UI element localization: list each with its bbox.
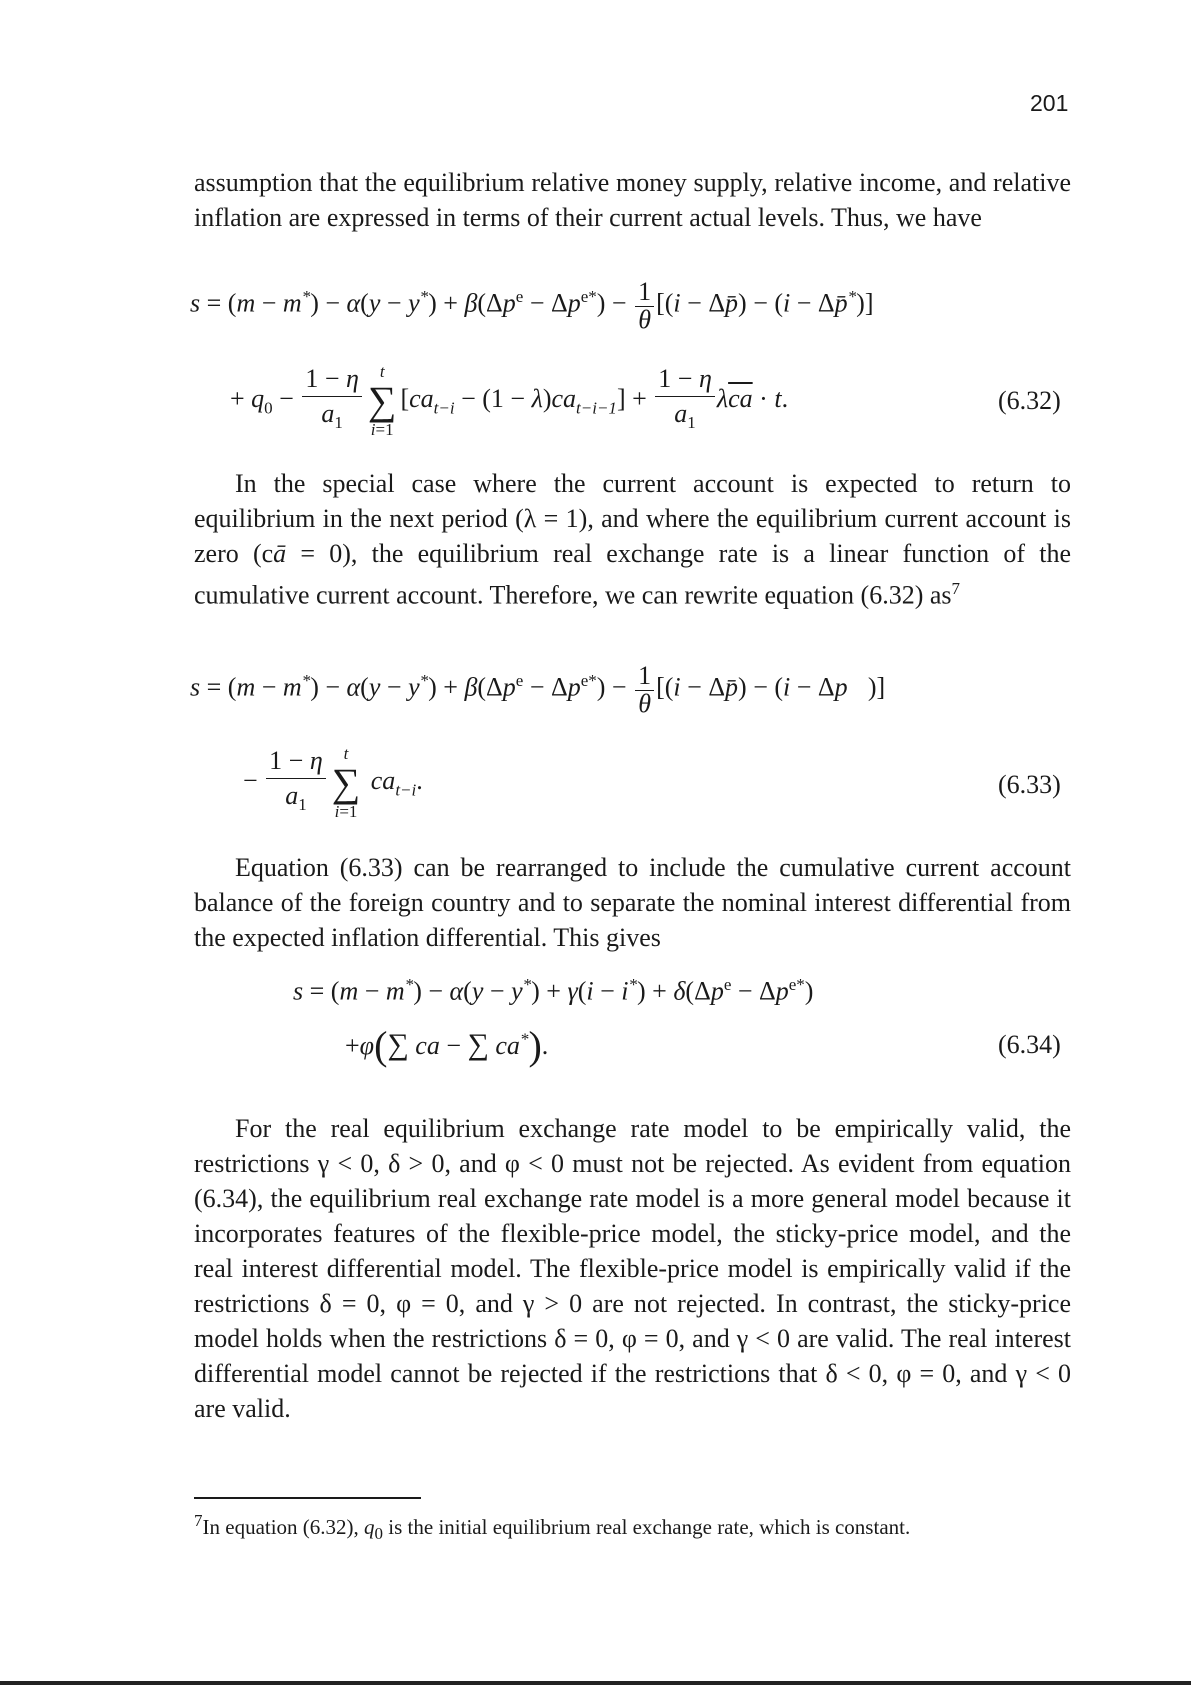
equation-number-6-32: (6.32)	[998, 386, 1061, 415]
page-bottom-edge	[0, 1681, 1191, 1685]
paragraph-special-case: In the special case where the current account is expected to return to equilibrium in the next period (λ = 1), and where the equilibrium current account is zero (cā = 0), the equilibrium real exchange rate is a linear function of the cumulative current account. Therefore, we can rewrite equation (6.32) $as^7$	[194, 469, 1072, 610]
equation-6-33-line2: − $\frac{1 - \eta}{a_1}$ t ∑ i=1 $ca_{t-i}$.	[243, 744, 423, 822]
equation-6-34-line1: $s = (m - m^*) - \alpha(y - y^*) + \gamma(i - i^*) + \delta(\Delta p^e - \Delta p^{e*})$	[293, 975, 814, 1006]
equation-6-34-line2: +φ(∑ ca − ∑ ca*).	[345, 1023, 549, 1068]
footnote-ref-7: 7	[951, 579, 961, 598]
equation-number-6-34: (6.34)	[998, 1030, 1061, 1059]
equation-number-6-33: (6.33)	[998, 770, 1061, 799]
equation-6-33-line1: $s = (m - m^*) - \alpha(y - y^*) + \beta(\Delta p^e - \Delta p^{e*})$ − $\frac{1}{\theta}$ [(i − Δp̄) − (i − Δp⃗)]	[190, 661, 886, 718]
footnote-rule	[194, 1497, 421, 1499]
paragraph-rearranged: Equation (6.33) can be rearranged to include the cumulative current account balance of the foreign country and to separate the nominal interest differential from the expected inflation differential. This gives	[194, 853, 1071, 952]
equation-6-32-line1: $s = (m - m^*) - \alpha(y - y^*) + \beta(\Delta p^e - \Delta p^{e*})$ − $\frac{1}{\theta}$ [(i − Δp̄) − (i − Δp̄*)]	[190, 277, 874, 334]
footnote-mark: 7	[194, 1511, 203, 1530]
footnote: $^7$In equation (6.32), $q_0$ is the initial equilibrium real exchange rate, which is constant.	[194, 1511, 911, 1544]
paragraph-restrictions: For the real equilibrium exchange rate model to be empirically valid, the restrictions γ < 0, δ > 0, and φ < 0 must not be rejected. As evident from equation (6.34), the equilibrium real exchange rate model is a more general model because it incorporates features of the flexible-price model, the sticky-price model, and the real interest differential model. The flexible-price model is empirically valid if the restrictions δ = 0, φ = 0, and γ > 0 are not rejected. In contrast, the sticky-price model holds when the restrictions δ = 0, φ = 0, and γ < 0 are valid. The real interest differential model cannot be rejected if the restrictions that δ < 0, φ = 0, and γ < 0 are valid.	[194, 1114, 1071, 1423]
page-number: 201	[1030, 90, 1069, 116]
equation-6-32-line2: + $q_0$ − $\frac{1 - \eta}{a_1}$ t ∑ i=1 $[ca_{t-i} - (1 - \lambda)ca_{t-i-1}]$ + $\frac{1 - \eta}{a_1}$ $\lambda\overline{ca} \cdot t$.	[230, 362, 789, 440]
paragraph-intro: assumption that the equilibrium relative money supply, relative income, and relative inflation are expressed in terms of their current actual levels. Thus, we have	[194, 168, 1071, 232]
